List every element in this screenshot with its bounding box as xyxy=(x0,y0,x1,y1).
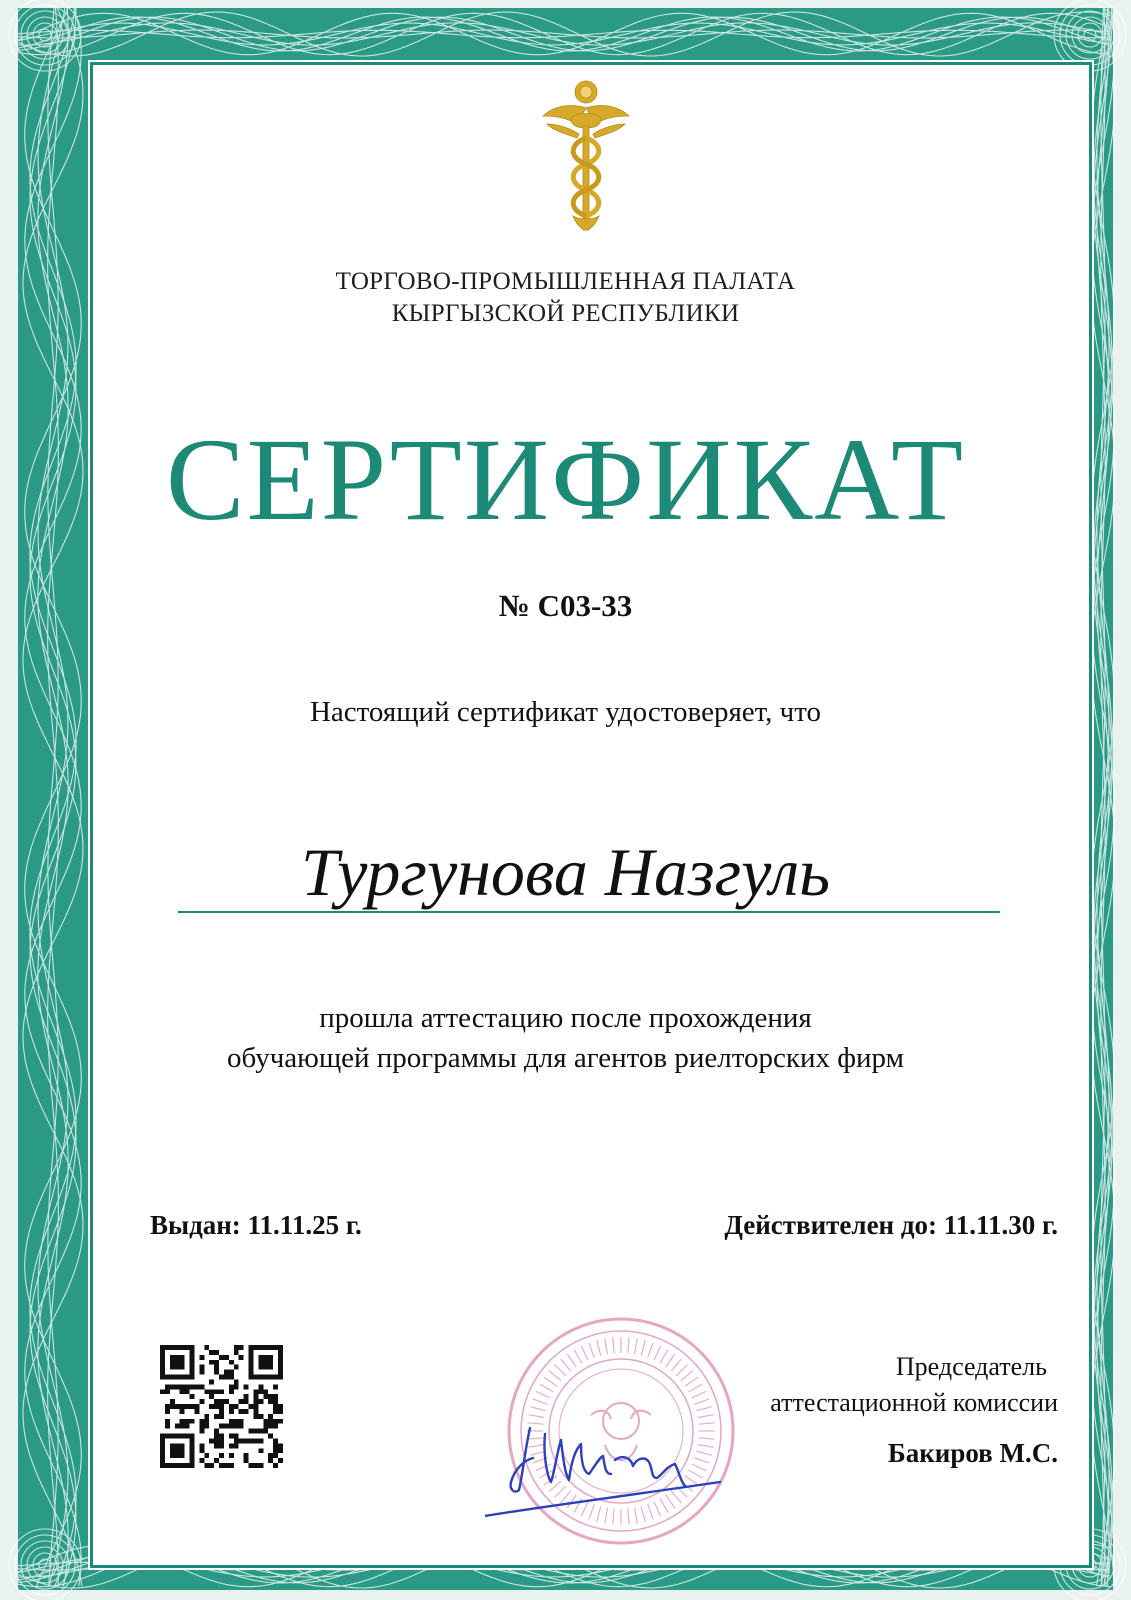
holder-name: Тургунова Назгуль xyxy=(300,834,831,910)
program-text-line-2: обучающей программы для агентов риелторских фирм xyxy=(227,1042,904,1074)
name-underline xyxy=(178,911,1000,913)
organization-line-1: ТОРГОВО-ПРОМЫШЛЕННАЯ ПАЛАТА xyxy=(335,268,796,295)
certificate-title: СЕРТИФИКАТ xyxy=(165,414,966,545)
issued-date: Выдан: 11.11.25 г. xyxy=(150,1210,362,1240)
valid-until-date: Действителен до: 11.11.30 г. xyxy=(724,1210,1058,1240)
certifies-text: Настоящий сертификат удостоверяет, что xyxy=(309,696,822,728)
certificate-number: № С03-33 xyxy=(498,588,633,623)
signatory-title-line-2: аттестационной комиссии xyxy=(770,1388,1058,1417)
caduceus-emblem-icon xyxy=(537,78,635,233)
program-text-line-1: прошла аттестацию после прохождения xyxy=(319,1002,812,1034)
qr-code-icon xyxy=(160,1345,283,1468)
organization-line-2: КЫРГЫЗСКОЙ РЕСПУБЛИКИ xyxy=(391,300,740,327)
signatory-title-line-1: Председатель xyxy=(895,1352,1047,1381)
signatory-name: Бакиров М.С. xyxy=(887,1438,1058,1468)
signature-icon xyxy=(485,1420,730,1520)
